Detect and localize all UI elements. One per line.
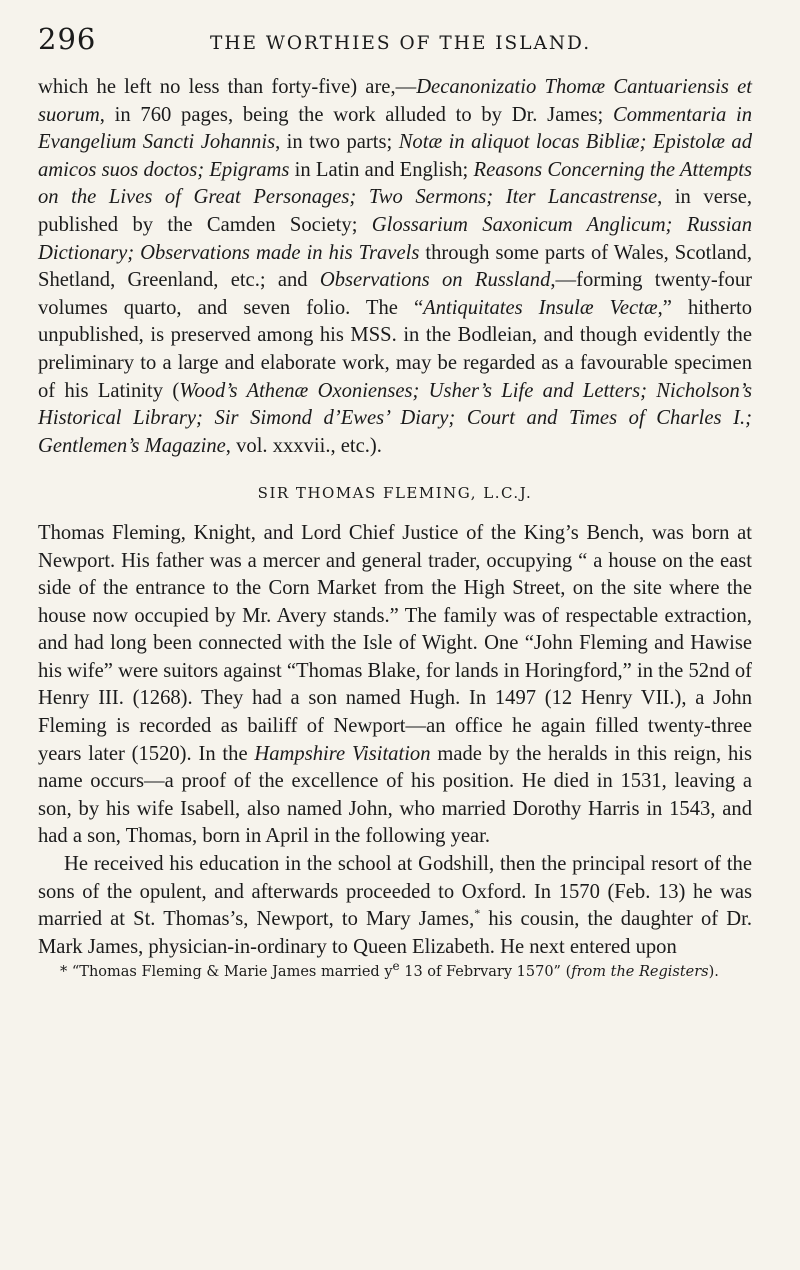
paragraph-education: He received his education in the school at Godshill, then the principal resort of the sons of the opulent, and afterwards proceeded to Oxford. In 1570 (Feb. 13) he was married at St. Thomas’s, Newport, to Mary James,* his cousin, the daughter of Dr. Mark James, physician-in-ordinary to Queen Elizabeth. He next entered upon — [38, 853, 752, 958]
body-text — [38, 74, 752, 961]
running-title: THE WORTHIES OF THE ISLAND. — [210, 33, 592, 54]
paragraph-fleming-family: Thomas Fleming, Knight, and Lord Chief Justice of the King’s Bench, was born at Newport. His father was a mercer and general trader, occupying “ a house on the east side of the entrance to the Corn Market from the High Street, on the site where the house now occupied by Mr. Avery stands.” The family was of respectable extraction, and had long been connected with the Isle of Wight. One “John Fleming and Hawise his wife” were suitors against “Thomas Blake, for lands in Horingford,” in the 52nd of Henry III. (1268). They had a son named Hugh. In 1497 (12 Henry VII.), a John Fleming is recorded as bailiff of Newport—an office he again filled twenty-three years later (1520). In the Hampshire Visitation made by the heralds in this reign, his name occurs—a proof of the excellence of his position. He died in 1531, leaving a son, by his wife Isabell, also named John, who married Dorothy Harris in 1543, and had a son, Thomas, born in April in the following year. — [38, 521, 752, 848]
footnote-marker: * — [474, 906, 481, 921]
page-number: 296 — [38, 22, 97, 56]
page-header — [38, 22, 752, 56]
section-heading: SIR THOMAS FLEMING, L.C.J. — [257, 484, 533, 503]
paragraph-works-list: which he left no less than forty-five) are,—Decanonizatio Thomæ Cantuariensis et suorum, in 760 pages, being the work alluded to by Dr. James; Commentaria in Evangelium Sancti Johannis, in two parts; Notæ in aliquot locas Bibliæ; Epistolæ ad amicos suos doctos; Epigrams in Latin and English; Reasons Concerning the Attempts on the Lives of Great Personages; Two Sermons; Iter Lancastrense, in verse, published by the Camden Society; Glossarium Saxonicum Anglicum; Russian Dictionary; Observations made in his Travels through some parts of Wales, Scotland, Shetland, Greenland, etc.; and Observations on Russland,—forming twenty-four volumes quarto, and seven folio. The “Antiquitates Insulæ Vectæ,” hitherto unpublished, is preserved among his MSS. in the Bodleian, and though evidently the preliminary to a large and elaborate work, may be regarded as a favourable specimen of his Latinity (Wood’s Athenæ Oxonienses; Usher’s Life and Letters; Nicholson’s Historical Library; Sir Simond d’Ewes’ Diary; Court and Times of Charles I.; Gentlemen’s Magazine, vol. xxxvii., etc.). — [38, 76, 753, 457]
footnote: * “Thomas Fleming & Marie James married $y^e$ 13 of Febrvary 1570” (from the Registers). — [60, 959, 719, 981]
